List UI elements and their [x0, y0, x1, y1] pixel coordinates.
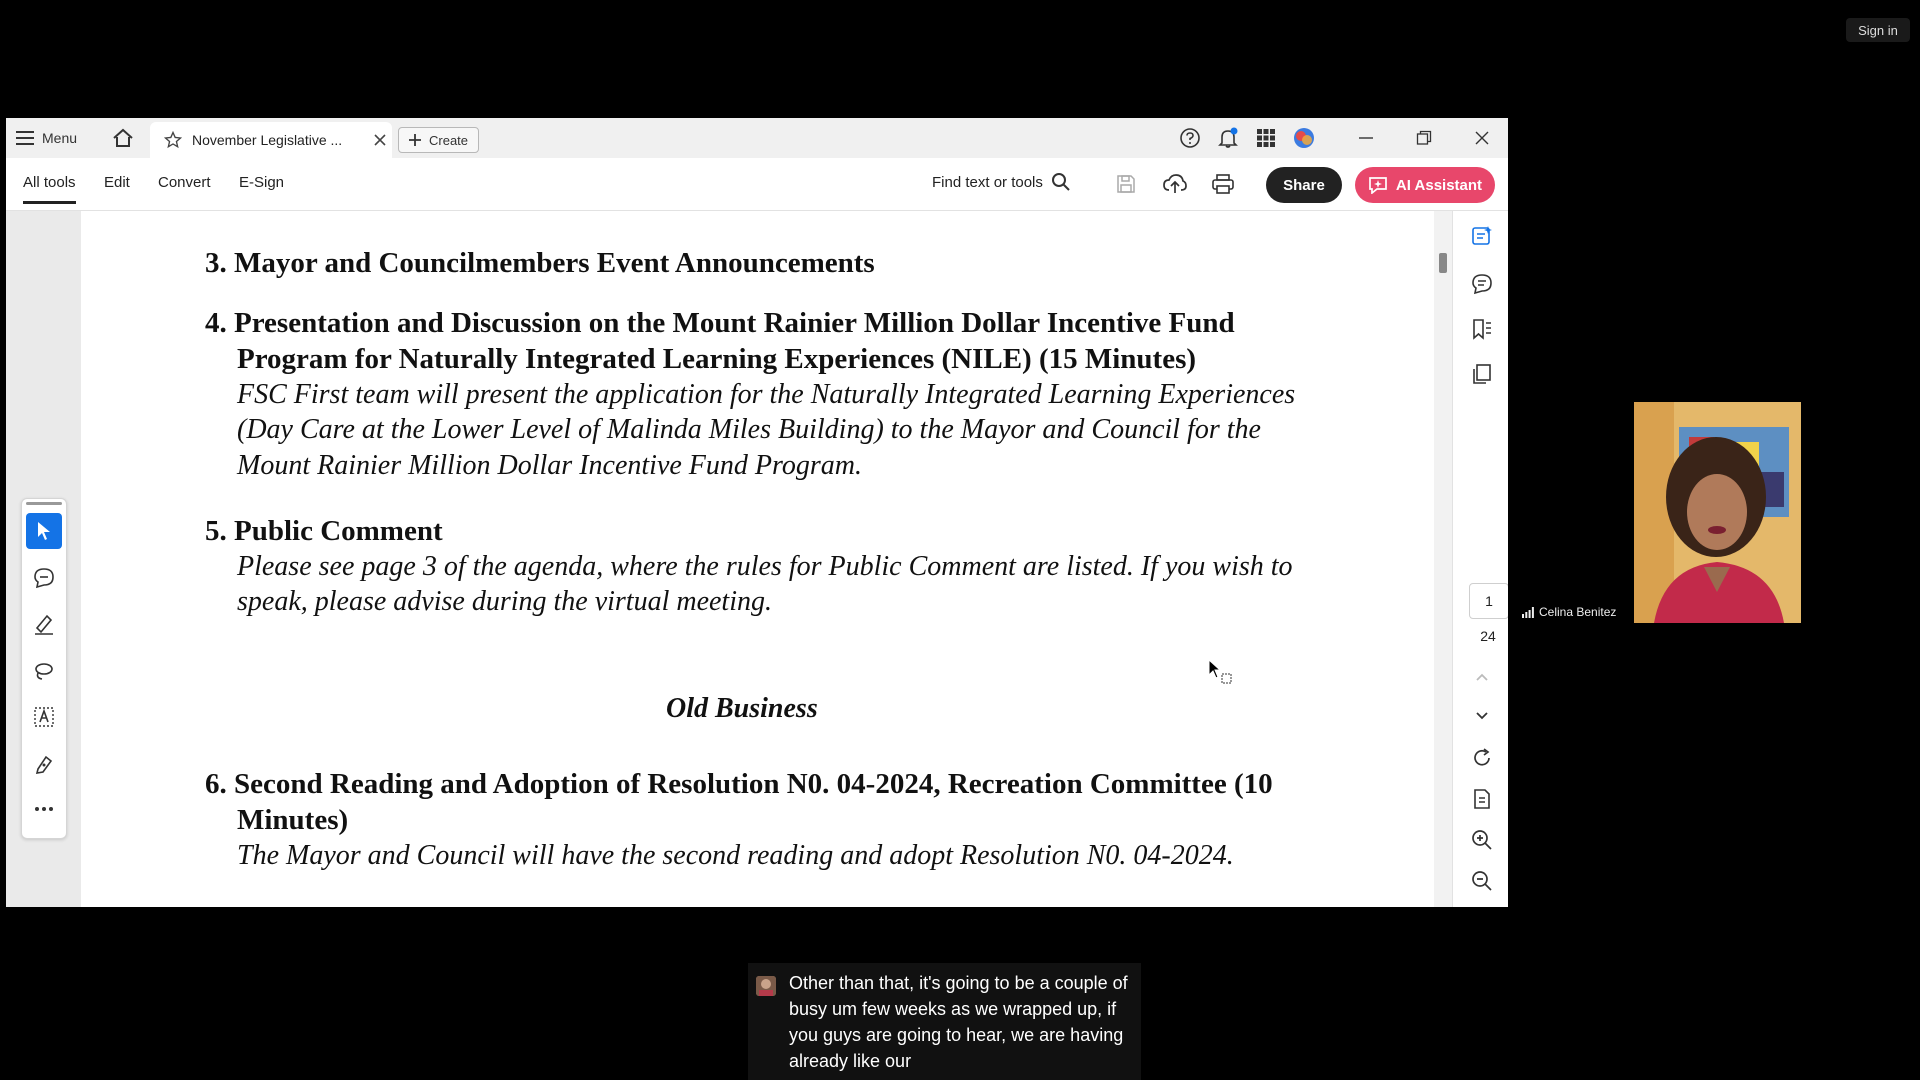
search-icon	[1051, 172, 1071, 192]
bookmarks-icon[interactable]	[1469, 316, 1495, 342]
document-tab[interactable]	[150, 122, 392, 158]
hamburger-icon	[16, 131, 34, 145]
mouse-cursor-icon	[1208, 659, 1232, 685]
pages-thumbnails-icon[interactable]	[1469, 361, 1495, 387]
rotate-icon[interactable]	[1469, 745, 1495, 771]
sign-in-button[interactable]: Sign in	[1846, 18, 1910, 42]
participant-name: Celina Benitez	[1539, 605, 1617, 619]
participant-video[interactable]	[1634, 402, 1801, 623]
agenda-item-6-body: The Mayor and Council will have the second reading and adopt Resolution N0. 04-2024.	[237, 840, 1234, 871]
sign-pen-icon[interactable]	[26, 746, 62, 782]
find-label: Find text or tools	[932, 173, 1043, 191]
draw-freeform-icon[interactable]	[26, 653, 62, 689]
scrollbar-thumb[interactable]	[1439, 253, 1447, 273]
vertical-scrollbar[interactable]	[1434, 211, 1452, 907]
pdf-page[interactable]	[81, 211, 1439, 907]
panel-drag-handle[interactable]	[26, 502, 62, 505]
upload-cloud-icon[interactable]	[1163, 172, 1187, 196]
print-icon[interactable]	[1211, 172, 1235, 196]
share-button[interactable]: Share	[1266, 167, 1342, 203]
create-label: Create	[429, 132, 469, 148]
tab-e-sign[interactable]: E-Sign	[239, 174, 285, 191]
notification-bell-icon[interactable]	[1216, 126, 1240, 150]
tab-convert[interactable]: Convert	[158, 174, 211, 191]
close-tab-icon[interactable]	[374, 134, 386, 146]
document-tab-title: November Legislative ...	[192, 132, 343, 148]
participant-name-tag	[1522, 605, 1616, 619]
text-box-icon[interactable]	[26, 699, 62, 735]
agenda-item-4-body-line3: Mount Rainier Million Dollar Incentive Fund Program.	[237, 450, 862, 481]
quick-tools-panel	[21, 498, 67, 839]
apps-grid-icon[interactable]	[1254, 126, 1278, 150]
ai-assistant-icon	[1368, 176, 1388, 194]
highlight-pen-icon[interactable]	[26, 606, 62, 642]
star-icon[interactable]	[164, 131, 182, 149]
tab-all-tools[interactable]: All tools	[23, 174, 76, 204]
agenda-item-5-body-line2: speak, please advise during the virtual meeting.	[237, 586, 772, 617]
plus-icon	[409, 134, 421, 146]
restore-icon[interactable]	[1412, 126, 1436, 150]
zoom-out-icon[interactable]	[1469, 868, 1495, 894]
ai-assistant-button[interactable]	[1355, 167, 1495, 203]
comments-panel-icon[interactable]	[1469, 271, 1495, 297]
close-window-icon[interactable]	[1470, 126, 1494, 150]
total-pages: 24	[1480, 628, 1496, 644]
find-text-or-tools[interactable]	[932, 172, 1071, 192]
agenda-item-6-title-line2: Minutes)	[237, 804, 349, 836]
select-tool-icon[interactable]	[26, 513, 62, 549]
zoom-in-icon[interactable]	[1469, 827, 1495, 853]
save-icon[interactable]	[1114, 172, 1138, 196]
agenda-item-4-title-line1: 4. Presentation and Discussion on the Mount Rainier Million Dollar Incentive Fund	[205, 307, 1235, 339]
menu-label: Menu	[42, 130, 78, 146]
section-heading-old-business: Old Business	[666, 693, 818, 724]
toolbar	[6, 158, 1508, 211]
more-tools-icon[interactable]	[26, 791, 62, 827]
tab-edit[interactable]: Edit	[104, 174, 130, 191]
page-up-icon[interactable]	[1469, 664, 1495, 690]
page-down-icon[interactable]	[1469, 703, 1495, 729]
signal-strength-icon	[1522, 607, 1534, 618]
help-icon[interactable]	[1178, 126, 1202, 150]
live-caption-text: Other than that, it's going to be a couple of busy um few weeks as we wrapped up, if you guys are going to hear, we are having already like our	[789, 973, 1128, 1071]
acrobat-window	[6, 118, 1508, 907]
create-button[interactable]	[398, 127, 479, 153]
ai-assistant-label: AI Assistant	[1395, 176, 1483, 194]
tab-bar	[6, 118, 1508, 159]
fit-page-icon[interactable]	[1469, 786, 1495, 812]
current-page-input[interactable]: 1	[1469, 583, 1508, 619]
caption-speaker-avatar	[756, 976, 776, 996]
menu-button[interactable]	[16, 126, 77, 150]
home-button[interactable]	[110, 126, 136, 150]
profile-avatar-icon[interactable]	[1292, 126, 1316, 150]
add-comment-icon[interactable]	[26, 560, 62, 596]
minimize-icon[interactable]	[1354, 126, 1378, 150]
agenda-item-3-title: 3. Mayor and Councilmembers Event Announcements	[205, 247, 875, 279]
document-viewport[interactable]	[6, 211, 1434, 907]
home-icon	[112, 128, 134, 148]
agenda-item-5-title: 5. Public Comment	[205, 515, 443, 547]
agenda-item-4-body-line2: (Day Care at the Lower Level of Malinda Miles Building) to the Mayor and Council for the	[237, 414, 1261, 445]
agenda-item-4-body-line1: FSC First team will present the application for the Naturally Integrated Learning Experiences	[237, 379, 1296, 410]
agenda-item-6-title-line1: 6. Second Reading and Adoption of Resolution N0. 04-2024, Recreation Committee (10	[205, 768, 1273, 800]
agenda-item-4-title-line2: Program for Naturally Integrated Learning Experiences (NILE) (15 Minutes)	[237, 343, 1197, 375]
right-rail	[1452, 211, 1508, 907]
ai-summary-icon[interactable]	[1469, 223, 1495, 249]
agenda-item-5-body-line1: Please see page 3 of the agenda, where the rules for Public Comment are listed. If you wish to	[237, 551, 1293, 582]
